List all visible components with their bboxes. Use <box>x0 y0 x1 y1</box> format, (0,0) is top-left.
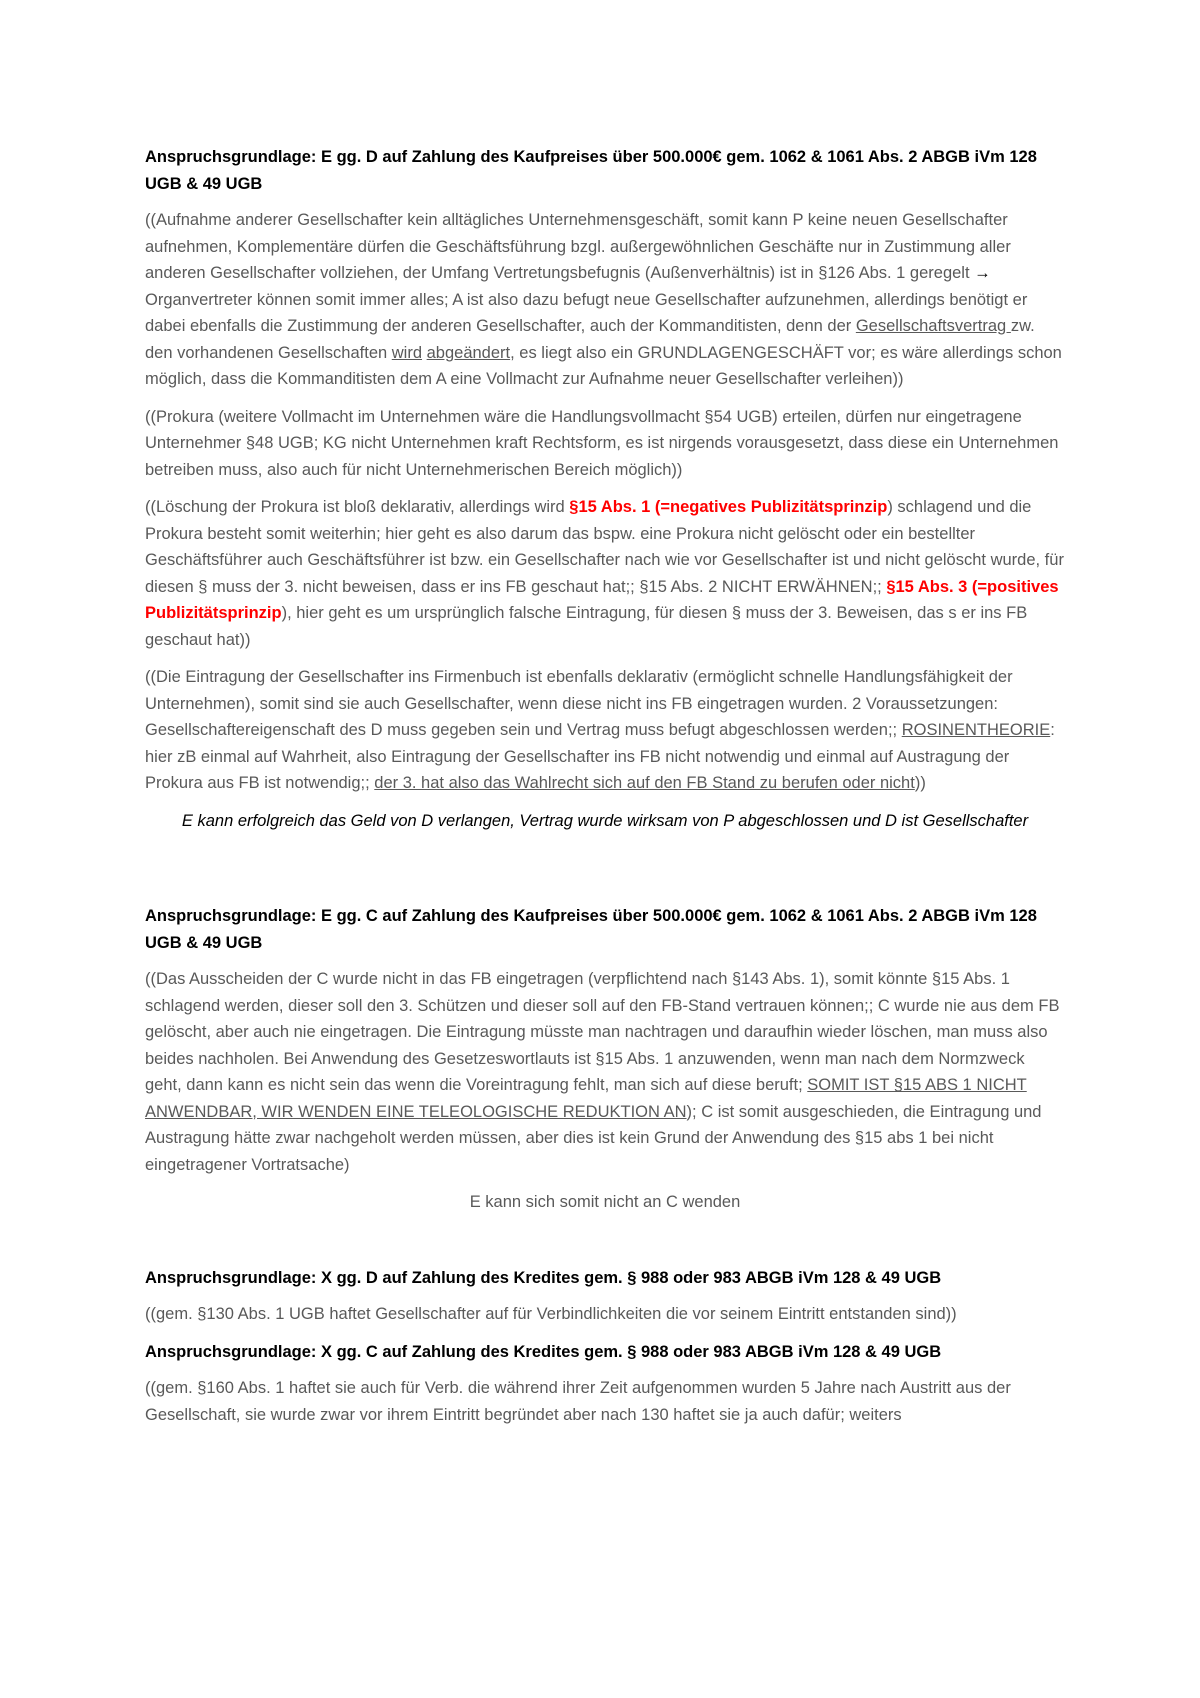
text-run: ((Aufnahme anderer Gesellschafter kein alltägliches Unternehmensgeschäft, somit kann P keine neuen Gesellschafter aufnehmen, Komplementäre dürfen die Geschäftsführung bzgl. außergewöhnlichen Geschäfte nur in Zustimmung aller anderen Gesellschafter vollziehen, der Umfang Vertretungsbefugnis (Außenverhältnis) ist in §126 Abs. 1 geregelt <box>145 211 1011 282</box>
paragraph-liability: ((gem. §160 Abs. 1 haftet sie auch für Verb. die während ihrer Zeit aufgenommen wurden 5 Jahre nach Austritt aus der Gesellschaft, sie wurde zwar vor ihrem Eintritt begründet aber nach 130 haftet sie ja auch dafür; weiters <box>145 1379 1011 1424</box>
underlined-text: Gesellschaftsvertrag <box>855 317 1011 335</box>
claim-heading: Anspruchsgrundlage: E gg. C auf Zahlung des Kaufpreises über 500.000€ gem. 1062 & 1061 Abs. 2 ABGB iVm 128 UGB & 49 UGB <box>145 907 1037 952</box>
arrow-right-icon: → <box>974 264 991 282</box>
text-run: ((Löschung der Prokura ist bloß deklarativ, allerdings wird <box>145 498 570 516</box>
claim-heading: Anspruchsgrundlage: X gg. D auf Zahlung des Kredites gem. § 988 oder 983 ABGB iVm 128 & 49 UGB <box>145 1268 942 1287</box>
paragraph-liability: ((gem. §130 Abs. 1 UGB haftet Gesellschafter auf für Verbindlichkeiten die vor seinem Eintritt entstanden sind)) <box>145 1305 957 1323</box>
text-run: )) <box>914 774 926 792</box>
text-run: ), hier geht es um ursprünglich falsche Eintragung, für diesen § muss der 3. Beweisen, das s er ins FB geschaut hat)) <box>145 604 1028 649</box>
document-body <box>145 144 1065 1439</box>
text-run: ); C ist somit ausgeschieden, die Eintragung und Austragung hätte zwar nachgeholt werden müssen, aber dies ist kein Grund der Anwendung des §15 abs 1 bei nicht eingetragener Vortratsache) <box>145 1102 1042 1174</box>
paragraph-prokura: ((Prokura (weitere Vollmacht im Unternehmen wäre die Handlungsvollmacht §54 UGB) erteilen, dürfen nur eingetragene Unternehmer §48 UGB; KG nicht Unternehmen kraft Rechtsform, es ist nirgends vorausgesetzt, dass diese ein Unternehmen betreiben muss, also auch für nicht Unternehmerischen Bereich möglich)) <box>145 407 1059 479</box>
text-run: , es liegt also ein GRUNDLAGENGESCHÄFT vor; es wäre allerdings schon möglich, dass die Kommanditisten dem A eine Vollmacht zur Aufnahme neuer Gesellschafter verleihen)) <box>145 343 1062 388</box>
claim-heading: Anspruchsgrundlage: X gg. C auf Zahlung des Kredites gem. § 988 oder 983 ABGB iVm 128 & 49 UGB <box>145 1342 942 1361</box>
text-run: zw. den vorhandenen Gesellschaften <box>145 317 1035 362</box>
underlined-text: der 3. hat also das Wahlrecht sich auf den FB Stand zu berufen oder nicht <box>374 774 915 792</box>
paragraph-publicity-principle <box>145 494 1065 653</box>
section-claim-x-vs-c <box>145 1339 1065 1429</box>
spacer <box>145 1227 1065 1265</box>
highlight-positive-publicity: §15 Abs. 3 (=positives Publizitätsprinzip <box>145 577 1059 622</box>
text-run: Organvertreter können somit immer alles; A ist also dazu befugt neue Gesellschafter aufzunehmen, allerdings benötigt er dabei ebenfalls die Zustimmung der anderen Gesellschafter, auch der Kommanditisten, denn der <box>145 290 1028 335</box>
text-run: ) schlagend und die Prokura besteht somit weiterhin; hier geht es also darum das bspw. eine Prokura nicht gelöscht oder ein bestellter Geschäftsführer auch Geschäftsführer ist bzw. ein Gesellschafter nach wie vor Gesellschafter ist und nicht gelöscht wurde, für diesen § muss der 3. nicht beweisen, dass er ins FB geschaut hat;; §15 Abs. 2 NICHT ERWÄHNEN;; <box>145 498 1064 596</box>
conclusion-text: E kann sich somit nicht an C wenden <box>469 1193 741 1211</box>
paragraph-departure <box>145 966 1065 1178</box>
underlined-text: wird <box>391 343 423 362</box>
conclusion-text: E kann erfolgreich das Geld von D verlangen, Vertrag wurde wirksam von P abgeschlossen und D ist Gesellschafter <box>181 811 1029 830</box>
highlight-negative-publicity: §15 Abs. 1 (=negatives Publizitätsprinzip <box>569 498 888 516</box>
underlined-text: SOMIT IST §15 ABS 1 NICHT ANWENDBAR, WIR WENDEN EINE TELEOLOGISCHE REDUKTION AN <box>145 1076 1027 1121</box>
paragraph-admission-partners <box>145 207 1065 393</box>
underlined-text: ROSINENTHEORIE <box>901 721 1051 739</box>
section-claim-e-vs-d <box>145 144 1065 834</box>
text-run: : hier zB einmal auf Wahrheit, also Eintragung der Gesellschafter ins FB nicht notwendig und einmal auf Austragung der Prokura aus FB ist notwendig;; <box>145 721 1055 792</box>
claim-heading: Anspruchsgrundlage: E gg. D auf Zahlung des Kaufpreises über 500.000€ gem. 1062 & 1061 Abs. 2 ABGB iVm 128 UGB & 49 UGB <box>145 148 1037 193</box>
spacer <box>145 845 1065 903</box>
paragraph-registration <box>145 664 1065 797</box>
section-claim-e-vs-c <box>145 903 1065 1216</box>
text-run: ((Die Eintragung der Gesellschafter ins Firmenbuch ist ebenfalls deklarativ (ermöglicht schnelle Handlungsfähigkeit der Unternehmen), somit sind sie auch Gesellschafter, wenn diese nicht ins FB eingetragen wurden. 2 Voraussetzungen: Gesellschaftereigenschaft des D muss gegeben sein und Vertrag muss befugt abgeschlossen werden;; <box>145 668 1013 739</box>
section-claim-x-vs-d <box>145 1265 1065 1328</box>
underlined-text: abgeändert <box>426 343 511 362</box>
text-run: ((Das Ausscheiden der C wurde nicht in das FB eingetragen (verpflichtend nach §143 Abs. 1), somit könnte §15 Abs. 1 schlagend werden, dieser soll den 3. Schützen und dieser soll auf den FB-Stand vertrauen können;; C wurde nie aus dem FB gelöscht, aber auch nie eingetragen. Die Eintragung müsste man nachtragen und daraufhin wieder löschen, man muss also beides nachholen. Bei Anwendung des Gesetzeswortlauts ist §15 Abs. 1 anzuwenden, wenn man nach dem Normzweck geht, dann kann es nicht sein das wenn die Voreintragung fehlt, man sich auf diese beruft; <box>145 970 1060 1094</box>
